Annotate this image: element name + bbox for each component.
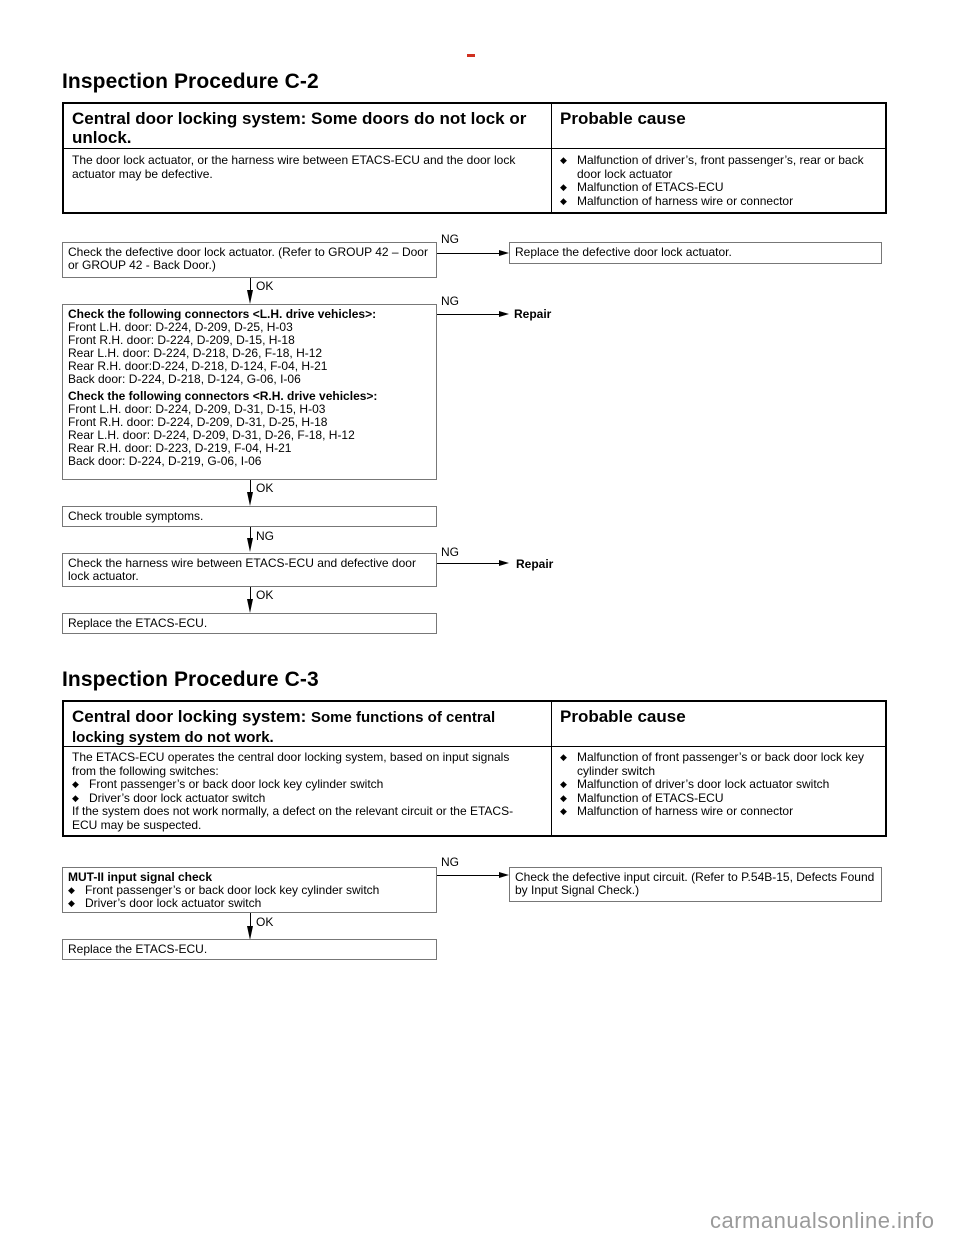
c2-step2-rh-line: Front R.H. door: D-224, D-209, D-31, D-25, H-18 (68, 415, 328, 429)
c2-heading: Inspection Procedure C-2 (62, 70, 319, 93)
c2-step2-ng-arrow (499, 311, 509, 317)
c2-ok4-label: OK (256, 588, 274, 602)
c3-step2-box: Replace the ETACS-ECU. (62, 939, 437, 960)
c2-step3-box: Check trouble symptoms. (62, 506, 437, 527)
c2-step2-rh-line: Rear L.H. door: D-224, D-209, D-31, D-26, F-18, H-12 (68, 428, 355, 442)
c2-cause-item: ◆ Malfunction of ETACS-ECU (560, 181, 870, 195)
page-marker (467, 54, 475, 57)
c2-step2-rh-line: Front L.H. door: D-224, D-209, D-31, D-15, H-03 (68, 402, 326, 416)
c2-step4-ng-line (437, 563, 500, 564)
c2-step2-rh-title: Check the following connectors <R.H. drive vehicles>: (68, 389, 378, 403)
c2-ok1-label: OK (256, 279, 274, 293)
c2-step1-ng-label: NG (441, 232, 459, 246)
c3-step1-item: ◆ Front passenger’s or back door lock key cylinder switch (68, 884, 431, 897)
c2-step4-ng-label: NG (441, 545, 459, 559)
c2-probable-cause-header: Probable cause (560, 109, 686, 128)
c2-cause-table (62, 102, 887, 214)
c2-step2-rh-line: Back door: D-224, D-219, G-06, I-06 (68, 454, 262, 468)
c3-description-intro: The ETACS-ECU operates the central door locking system, based on input signals from the following switches: (72, 750, 510, 778)
watermark: carmanualsonline.info (710, 1208, 935, 1233)
c2-table-divider (551, 104, 552, 212)
c2-step2-lh-line: Front R.H. door: D-224, D-209, D-15, H-18 (68, 333, 295, 347)
c3-cause-item: ◆ Malfunction of harness wire or connector (560, 805, 870, 819)
c3-cause-item: ◆ Malfunction of ETACS-ECU (560, 792, 870, 806)
c2-step4-box: Check the harness wire between ETACS-ECU and defective door lock actuator. (62, 553, 437, 587)
c3-description (72, 751, 522, 832)
c2-cause-item: ◆ Malfunction of driver’s, front passenger’s, rear or back door lock actuator (560, 154, 870, 181)
c2-step2-box (62, 304, 437, 480)
c2-step5-box: Replace the ETACS-ECU. (62, 613, 437, 634)
c2-step1-box: Check the defective door lock actuator. (Refer to GROUP 42 – Door or GROUP 42 - Back Door.) (62, 242, 437, 278)
c3-ok1-label: OK (256, 915, 274, 929)
c3-probable-cause-header: Probable cause (560, 707, 686, 726)
c2-step1-ng-arrow (499, 250, 509, 256)
c3-cause-item: ◆ Malfunction of front passenger’s or back door lock key cylinder switch (560, 751, 870, 778)
c3-step1-ng-line (437, 875, 500, 876)
c2-step2-ng-label: NG (441, 294, 459, 308)
c3-heading: Inspection Procedure C-3 (62, 668, 319, 691)
c2-ng3-label: NG (256, 529, 274, 543)
c2-step4-repair: Repair (516, 557, 554, 571)
c3-step1-ng-arrow (499, 872, 509, 878)
c3-step1-item: ◆ Driver’s door lock actuator switch (68, 897, 431, 910)
c3-step1-ng-label: NG (441, 855, 459, 869)
c2-step2-rh-line: Rear R.H. door: D-223, D-219, F-04, H-21 (68, 441, 292, 455)
c2-ok2-label: OK (256, 481, 274, 495)
c2-ng3-arrow (247, 538, 253, 552)
c3-cause-table (62, 700, 887, 837)
c2-step1-ng-line (437, 253, 500, 254)
c2-step2-lh-line: Front L.H. door: D-224, D-209, D-25, H-03 (68, 320, 293, 334)
c3-table-divider (551, 702, 552, 835)
c3-description-item: ◆ Front passenger’s or back door lock key cylinder switch (72, 778, 522, 792)
c3-symptom-lead: Central door locking system: (72, 707, 311, 726)
c2-cause-item: ◆ Malfunction of harness wire or connector (560, 195, 870, 209)
c2-step4-ng-arrow (499, 560, 509, 566)
c3-symptom-rest: Some functions of central locking system do not work. (72, 709, 496, 746)
c3-cause-item: ◆ Malfunction of driver’s door lock actuator switch (560, 778, 870, 792)
c2-ok4-arrow (247, 599, 253, 613)
c2-step2-lh-title: Check the following connectors <L.H. drive vehicles>: (68, 307, 377, 321)
c3-step1-box (62, 867, 437, 913)
c2-step2-lh-line: Rear R.H. door:D-224, D-218, D-124, F-04, H-21 (68, 359, 328, 373)
c2-symptom: Central door locking system: Some doors do not lock or unlock. (72, 109, 527, 147)
c2-step2-ng-line (437, 314, 500, 315)
c2-step2-lh-line: Rear L.H. door: D-224, D-218, D-26, F-18, H-12 (68, 346, 323, 360)
c2-ok1-arrow (247, 290, 253, 304)
c3-symptom (72, 707, 547, 747)
c3-ok1-arrow (247, 926, 253, 940)
c3-description-outro: If the system does not work normally, a defect on the relevant circuit or the ETACS-ECU may be suspected. (72, 804, 514, 832)
c2-step2-repair: Repair (514, 307, 552, 321)
c2-step1-ng-action: Replace the defective door lock actuator. (509, 242, 882, 264)
c2-ok2-arrow (247, 492, 253, 506)
c3-step1-ng-action: Check the defective input circuit. (Refer to P.54B-15, Defects Found by Input Signal Check.) (509, 867, 882, 902)
c3-step1-title: MUT-II input signal check (68, 870, 213, 884)
c3-cause-list (560, 751, 870, 819)
c2-step2-lh-line: Back door: D-224, D-218, D-124, G-06, I-06 (68, 372, 301, 386)
c2-cause-list (560, 154, 870, 208)
c3-description-item: ◆ Driver’s door lock actuator switch (72, 792, 522, 806)
c2-description: The door lock actuator, or the harness wire between ETACS-ECU and the door lock actuator may be defective. (72, 153, 516, 181)
